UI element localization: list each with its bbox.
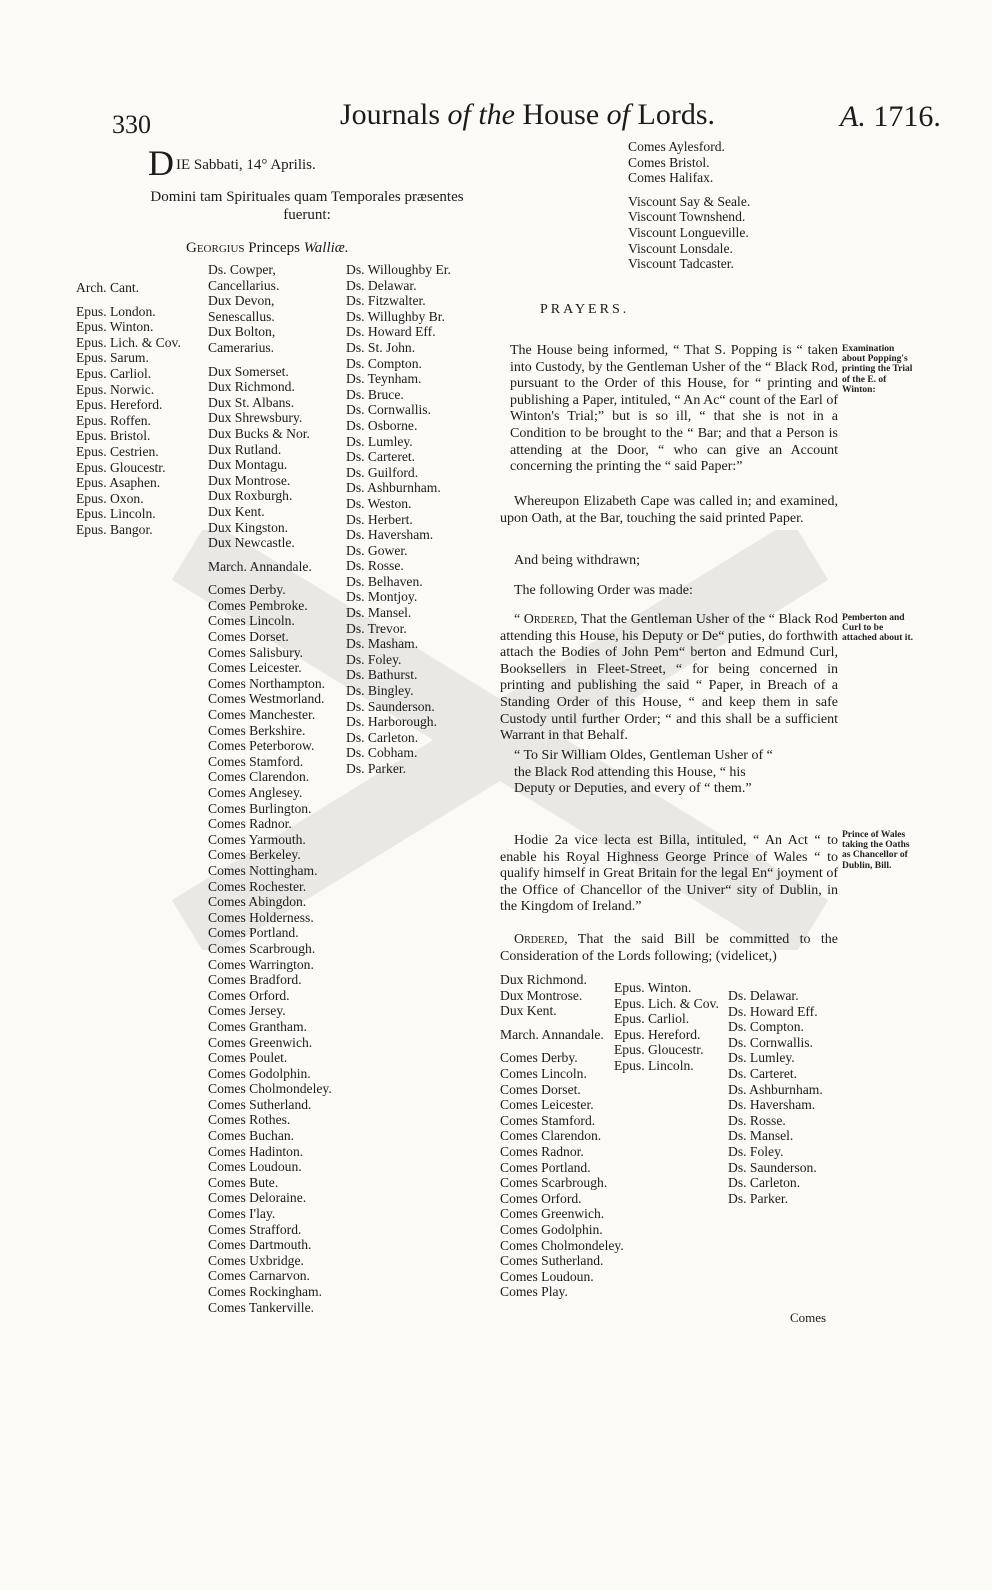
list-item: Epus. Winton.	[614, 980, 692, 995]
list-item: Dux Richmond.	[500, 972, 587, 987]
list-item: Comes Clarendon.	[208, 769, 310, 785]
list-item: Dux Roxburgh.	[208, 488, 293, 504]
list-item: Comes Cholmondeley.	[208, 1081, 332, 1097]
list-item: Comes Pembroke.	[208, 597, 308, 613]
list-item: Ds. Guilford.	[346, 464, 419, 480]
list-item: Comes Halifax.	[628, 170, 714, 186]
list-item: Epus. Cestrien.	[76, 443, 159, 459]
list-item: Comes Westmorland.	[208, 691, 325, 707]
list-item: Ds. Saunderson.	[346, 698, 435, 714]
list-item: Ds. Foley.	[346, 651, 402, 667]
list-item: Ds. Cowper, Cancellarius.	[208, 262, 280, 293]
list-item: Comes Radnor.	[500, 1143, 584, 1159]
list-item: Dux Montrose.	[208, 472, 291, 488]
list-item: Comes Portland.	[500, 1159, 591, 1175]
list-item: Epus. Hereford.	[76, 397, 163, 413]
list-item: Comes Bute.	[208, 1174, 279, 1190]
list-item: Comes Lincoln.	[500, 1065, 587, 1081]
list-item: Dux Somerset.	[208, 363, 289, 379]
list-item: Dux Kent.	[500, 1003, 557, 1019]
list-item: Comes Uxbridge.	[208, 1252, 304, 1268]
paragraph-attach-order: “ Ordered, That the Gentleman Usher of the “ Black Rod attending this House, his Deputy or De“ puties, do forthwith attach the Bodies of John Pem“ berton and Edmund Curl, Booksellers in Fleet-Street, “ for being concerned in printing and publishing the said “ Paper, in Breach of a Standing Order of this House, “ and keep them in safe Custody until further Order; “ and this shall be a sufficient Warrant in that Behalf.	[500, 612, 839, 744]
list-item: Dux Devon, Senescallus.	[208, 293, 275, 324]
list-item: Comes Godolphin.	[500, 1221, 603, 1237]
list-item: Comes Bradford.	[208, 972, 302, 988]
list-item: Comes Dorset.	[500, 1081, 581, 1097]
list-item: Comes Loudoun.	[208, 1159, 302, 1175]
list-item: Comes Rochester.	[208, 878, 307, 894]
list-item: Epus. Asaphen.	[76, 475, 161, 491]
list-item: Dux Montrose.	[500, 987, 583, 1003]
committee-list-barons	[728, 988, 823, 1206]
list-item: Ds. Bingley.	[346, 683, 414, 699]
margin-note-popping: Examination about Popping's printing the Trial of the E. of Winton:	[842, 344, 913, 395]
list-item: Comes Yarmouth.	[208, 831, 306, 847]
list-item: Ds. Delawar.	[728, 988, 799, 1003]
drop-cap: D	[148, 143, 174, 183]
list-item: Comes Greenwich.	[208, 1034, 313, 1050]
list-item: Comes Berkshire.	[208, 722, 306, 738]
list-item: Epus. Oxon.	[76, 490, 144, 506]
list-item: Ds. Compton.	[346, 355, 422, 371]
list-item: Comes Deloraine.	[208, 1190, 307, 1206]
list-item: Ds. Bathurst.	[346, 667, 418, 683]
list-item: Dux Newcastle.	[208, 535, 295, 551]
list-item: Dux Bucks & Nor.	[208, 425, 310, 441]
paragraph-warrant-address: “ To Sir William Oldes, Gentleman Usher of “ the Black Rod attending this House, “ his Deputy or Deputies, and every of “ them.”	[514, 748, 773, 797]
list-item: Comes Rockingham.	[208, 1284, 323, 1299]
list-item: Comes Northampton.	[208, 675, 326, 691]
list-item: Dux Rutland.	[208, 441, 282, 457]
list-item: Comes Derby.	[208, 582, 286, 598]
list-item: Epus. Carliol.	[76, 365, 152, 381]
list-item: Comes Tankerville.	[208, 1299, 315, 1315]
list-item: Dux Shrewsbury.	[208, 410, 303, 426]
list-item: Ds. Montjoy.	[346, 589, 418, 605]
list-item: Comes Derby.	[500, 1050, 578, 1066]
attendance-heading: Domini tam Spirituales quam Temporales præsentes fuerunt:	[150, 189, 464, 223]
continued-lords-list	[628, 139, 750, 272]
list-item: Comes Leicester.	[208, 660, 302, 676]
prince-heading: Georgius Princeps Walliæ.	[186, 240, 349, 256]
list-item: Epus. Sarum.	[76, 350, 149, 366]
list-item: Ds. Cornwallis.	[728, 1034, 813, 1050]
list-item: Ds. Masham.	[346, 636, 419, 652]
list-item: Ds. Mansel.	[728, 1128, 794, 1144]
list-item: Comes Lincoln.	[208, 613, 295, 629]
list-item: Arch. Cant.	[76, 280, 140, 295]
list-item: Comes Carnarvon.	[208, 1268, 310, 1284]
list-item: Dux Bolton, Camerarius.	[208, 324, 276, 355]
catchword: Comes	[790, 1310, 827, 1325]
paragraph-order-made: The following Order was made:	[514, 583, 693, 598]
list-item: Comes Hadinton.	[208, 1143, 304, 1159]
list-item: Dux Kent.	[208, 503, 265, 519]
list-item: Ds. Osborne.	[346, 417, 418, 433]
list-item: Ds. Haversham.	[346, 527, 434, 543]
list-item: Comes Orford.	[500, 1190, 582, 1206]
list-item: Comes Scarbrough.	[500, 1175, 608, 1191]
list-item: Ds. Howard Eff.	[346, 324, 436, 340]
list-item: Ds. Herbert.	[346, 511, 413, 527]
list-item: Comes Loudoun.	[500, 1268, 594, 1284]
list-item: Ds. Lumley.	[346, 433, 413, 449]
list-item: Comes Greenwich.	[500, 1206, 605, 1222]
list-item: Comes Portland.	[208, 925, 299, 941]
list-item: Comes Rothes.	[208, 1112, 291, 1128]
list-item: March. Annandale.	[208, 558, 312, 574]
list-item: Epus. Lincoln.	[614, 1057, 694, 1073]
list-item: Ds. Carleton.	[728, 1175, 801, 1191]
list-item: Epus. Hereford.	[614, 1026, 701, 1042]
dateline: DIE Sabbati, 14° Aprilis.	[148, 143, 316, 183]
paragraph-bill-reading: Hodie 2a vice lecta est Billa, intituled, “ An Act “ to enable his Royal Highness George Prince of Wales “ to qualify himself in Great Britain for the legal En“ joyment of the Office of Chancellor of the Univer“ sity of Dublin, in the Kingdom of Ireland.”	[500, 833, 838, 915]
paragraph-committed: Ordered, That the said Bill be committed to the Consideration of the Lords following; (videlicet,)	[500, 932, 838, 964]
list-item: Comes Godolphin.	[208, 1065, 311, 1081]
list-item: Comes Burlington.	[208, 800, 312, 816]
list-item: Dux Richmond.	[208, 379, 295, 395]
list-item: Viscount Say & Seale.	[628, 193, 751, 209]
list-item: Comes Manchester.	[208, 707, 316, 723]
list-item: Comes Holderness.	[208, 909, 314, 925]
list-item: Comes Warrington.	[208, 956, 314, 972]
list-item: Ds. Carteret.	[346, 449, 416, 465]
list-item: Comes Clarendon.	[500, 1128, 602, 1144]
list-item: Dux St. Albans.	[208, 394, 295, 410]
committee-list-temporal	[500, 972, 624, 1300]
list-item: Ds. Cobham.	[346, 745, 418, 761]
list-item: Comes Poulet.	[208, 1050, 288, 1066]
paragraph-cape: Whereupon Elizabeth Cape was called in; and examined, upon Oath, at the Bar, touching the said printed Paper.	[500, 494, 838, 526]
paragraph-popping: The House being informed, “ That S. Popping is “ taken into Custody, by the Gentleman Usher of the “ Black Rod, pursuant to the Order of this House, for “ printing and publishing a Paper, intituled, “ An Ac“ count of the Earl of Winton's Trial;” but is so ill, “ that she is not in a Condition to be brought to the “ Bar; and that a Person is attending at the Door, “ who can give an Account concerning the printing the “ said Paper:”	[510, 343, 838, 475]
list-item: Ds. Carleton.	[346, 729, 419, 745]
list-item: Ds. Delawar.	[346, 277, 417, 293]
list-item: Epus. Carliol.	[614, 1011, 690, 1027]
list-item: Ds. Belhaven.	[346, 573, 423, 589]
list-item: Ds. Willughby Br.	[346, 308, 445, 324]
list-item: Comes Orford.	[208, 987, 290, 1003]
barons-list	[346, 262, 451, 777]
paragraph-withdrawn: And being withdrawn;	[514, 553, 640, 568]
list-item: Epus. London.	[76, 303, 156, 319]
list-item: Ds. Parker.	[728, 1190, 789, 1206]
list-item: Epus. Lincoln.	[76, 506, 156, 522]
list-item: Ds. Parker.	[346, 761, 407, 776]
list-item: Viscount Tadcaster.	[628, 256, 734, 272]
list-item: Comes Jersey.	[208, 1003, 286, 1019]
list-item: Comes Bristol.	[628, 154, 710, 170]
list-item: Comes Anglesey.	[208, 785, 303, 800]
list-item: Ds. Haversham.	[728, 1097, 816, 1113]
list-item: Comes Stamford.	[500, 1112, 596, 1128]
page-number: 330	[112, 110, 151, 139]
list-item: Comes Abingdon.	[208, 894, 307, 910]
list-item: Epus. Gloucestr.	[614, 1042, 704, 1058]
list-item: Comes Dartmouth.	[208, 1237, 312, 1253]
list-item: Epus. Lich. & Cov.	[614, 995, 719, 1011]
list-item: Ds. Ashburnham.	[346, 480, 441, 496]
list-item: Viscount Longueville.	[628, 224, 749, 240]
list-item: Comes Scarbrough.	[208, 940, 316, 956]
list-item: Epus. Bangor.	[76, 521, 153, 537]
margin-note-prince-bill: Prince of Wales taking the Oaths as Chancellor of Dublin, Bill.	[842, 830, 910, 871]
list-item: March. Annandale.	[500, 1026, 604, 1042]
list-item: Ds. Saunderson.	[728, 1159, 817, 1175]
list-item: Ds. Rosse.	[346, 558, 404, 574]
list-item: Comes Dorset.	[208, 629, 289, 645]
list-item: Ds. Howard Eff.	[728, 1003, 818, 1019]
temporal-lords-list	[208, 262, 342, 1315]
list-item: Epus. Winton.	[76, 319, 154, 335]
list-item: Comes Stamford.	[208, 753, 304, 769]
list-item: Dux Montagu.	[208, 457, 288, 473]
list-item: Comes Aylesford.	[628, 139, 725, 154]
list-item: Comes Leicester.	[500, 1097, 594, 1113]
list-item: Ds. Cornwallis.	[346, 402, 431, 418]
list-item: Comes Radnor.	[208, 816, 292, 832]
list-item: Comes Grantham.	[208, 1018, 307, 1034]
list-item: Ds. Compton.	[728, 1019, 804, 1035]
list-item: Comes Cholmondeley.	[500, 1237, 624, 1253]
list-item: Comes Nottingham.	[208, 862, 318, 878]
list-item: Epus. Bristol.	[76, 428, 151, 444]
list-item: Ds. Trevor.	[346, 620, 407, 636]
list-item: Comes Salisbury.	[208, 644, 304, 660]
list-item: Ds. Bruce.	[346, 386, 404, 402]
list-item: Comes Strafford.	[208, 1221, 302, 1237]
list-item: Epus. Lich. & Cov.	[76, 334, 181, 350]
year-heading: A. 1716.	[840, 100, 941, 133]
list-item: Comes I'lay.	[208, 1206, 276, 1222]
list-item: Epus. Gloucestr.	[76, 459, 166, 475]
list-item: Ds. Ashburnham.	[728, 1081, 823, 1097]
list-item: Epus. Roffen.	[76, 412, 151, 428]
list-item: Ds. St. John.	[346, 339, 416, 355]
list-item: Ds. Foley.	[728, 1143, 784, 1159]
list-item: Ds. Carteret.	[728, 1065, 798, 1081]
list-item: Dux Kingston.	[208, 519, 289, 535]
list-item: Epus. Norwic.	[76, 381, 155, 397]
list-item: Comes Peterborow.	[208, 738, 315, 754]
list-item: Ds. Harborough.	[346, 714, 437, 730]
list-item: Comes Sutherland.	[208, 1096, 312, 1112]
running-title: Journals of the House of Lords.	[340, 98, 715, 131]
list-item: Viscount Townshend.	[628, 209, 746, 225]
margin-note-pemberton: Pemberton and Curl to be attached about it.	[842, 613, 913, 644]
committee-list-bishops	[614, 980, 719, 1074]
list-item: Ds. Willoughby Er.	[346, 262, 451, 277]
list-item: Ds. Fitzwalter.	[346, 293, 426, 309]
list-item: Comes Play.	[500, 1284, 568, 1300]
list-item: Ds. Mansel.	[346, 605, 412, 621]
list-item: Ds. Rosse.	[728, 1112, 786, 1128]
spiritual-lords-list	[76, 280, 181, 538]
list-item: Comes Berkeley.	[208, 847, 301, 863]
list-item: Ds. Gower.	[346, 542, 408, 558]
list-item: Ds. Weston.	[346, 495, 412, 511]
list-item: Ds. Lumley.	[728, 1050, 795, 1066]
list-item: Comes Sutherland.	[500, 1253, 604, 1269]
list-item: Viscount Lonsdale.	[628, 240, 733, 256]
list-item: Ds. Teynham.	[346, 371, 422, 387]
prayers-heading: PRAYERS.	[540, 302, 630, 317]
list-item: Comes Buchan.	[208, 1128, 295, 1144]
